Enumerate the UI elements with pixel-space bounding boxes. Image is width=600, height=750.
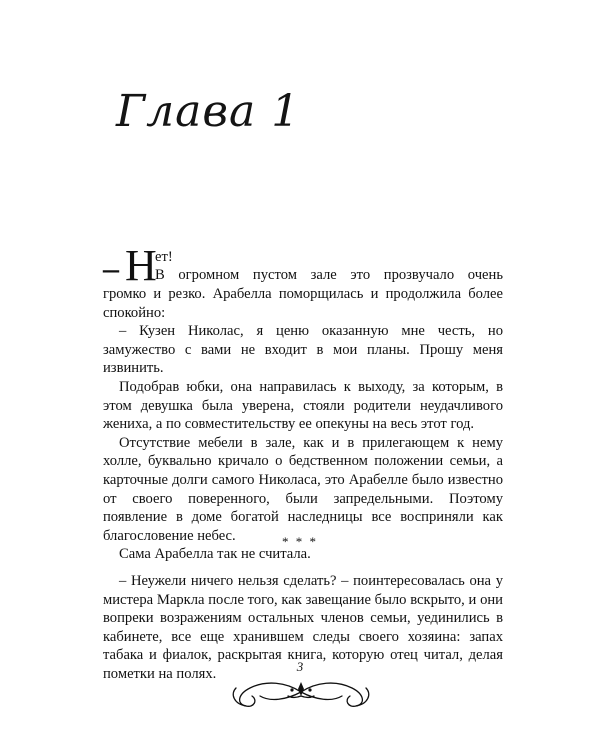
paragraph: – Неужели ничего нельзя сделать? – поинтересовалась она у мистера Маркла после того, как завещание было вскрыто, и они вопреки возражениям остальных членов семьи, уединились в кабинете, все еще хранившем следы своего хозяина: запах табака и фиалок, раскрытая книга, которую отец читал, делая пометки на полях.: [103, 573, 503, 682]
chapter-title: Глава 1: [116, 86, 301, 137]
paragraph: – Кузен Николас, я ценю оказанную мне честь, но замужество с вами не входит в мои планы. Прошу меня извинить.: [103, 323, 503, 377]
paragraph: Отсутствие мебели в зале, как и в прилегающем к нему холле, буквально кричало о бедственном положении семьи, а карточные долги самого Николаса, это Арабелле было известно от своего поверенного, были запредельными. Поэтому появление в доме богатой наследницы все восприняли как благословение небес.: [103, 434, 503, 544]
drop-cap-rest: ет!: [155, 249, 173, 265]
page-number: 3: [296, 659, 304, 674]
scene-separator: * * *: [282, 534, 318, 549]
paragraph: Подобрав юбки, она направилась к выходу, за которым, в этом девушка была уверена, стояли родители неудачливого жениха, а по совместительству ее опекуны на весь этот год.: [103, 378, 503, 433]
flourish-ornament-icon: [226, 668, 376, 712]
paragraph: громко и резко. Арабелла поморщилась и продолжила более спокойно:: [103, 286, 503, 321]
opening-first-line: В огромном пустом зале это прозвучало очень: [155, 267, 503, 283]
opening-paragraph: [103, 241, 503, 290]
paragraph: Сама Арабелла так не считала.: [119, 546, 311, 563]
drop-cap-letter: Н: [125, 241, 157, 290]
body-text-part-1: [103, 285, 503, 564]
dropcap-row: [103, 241, 503, 290]
opening-dash: –: [103, 250, 119, 286]
